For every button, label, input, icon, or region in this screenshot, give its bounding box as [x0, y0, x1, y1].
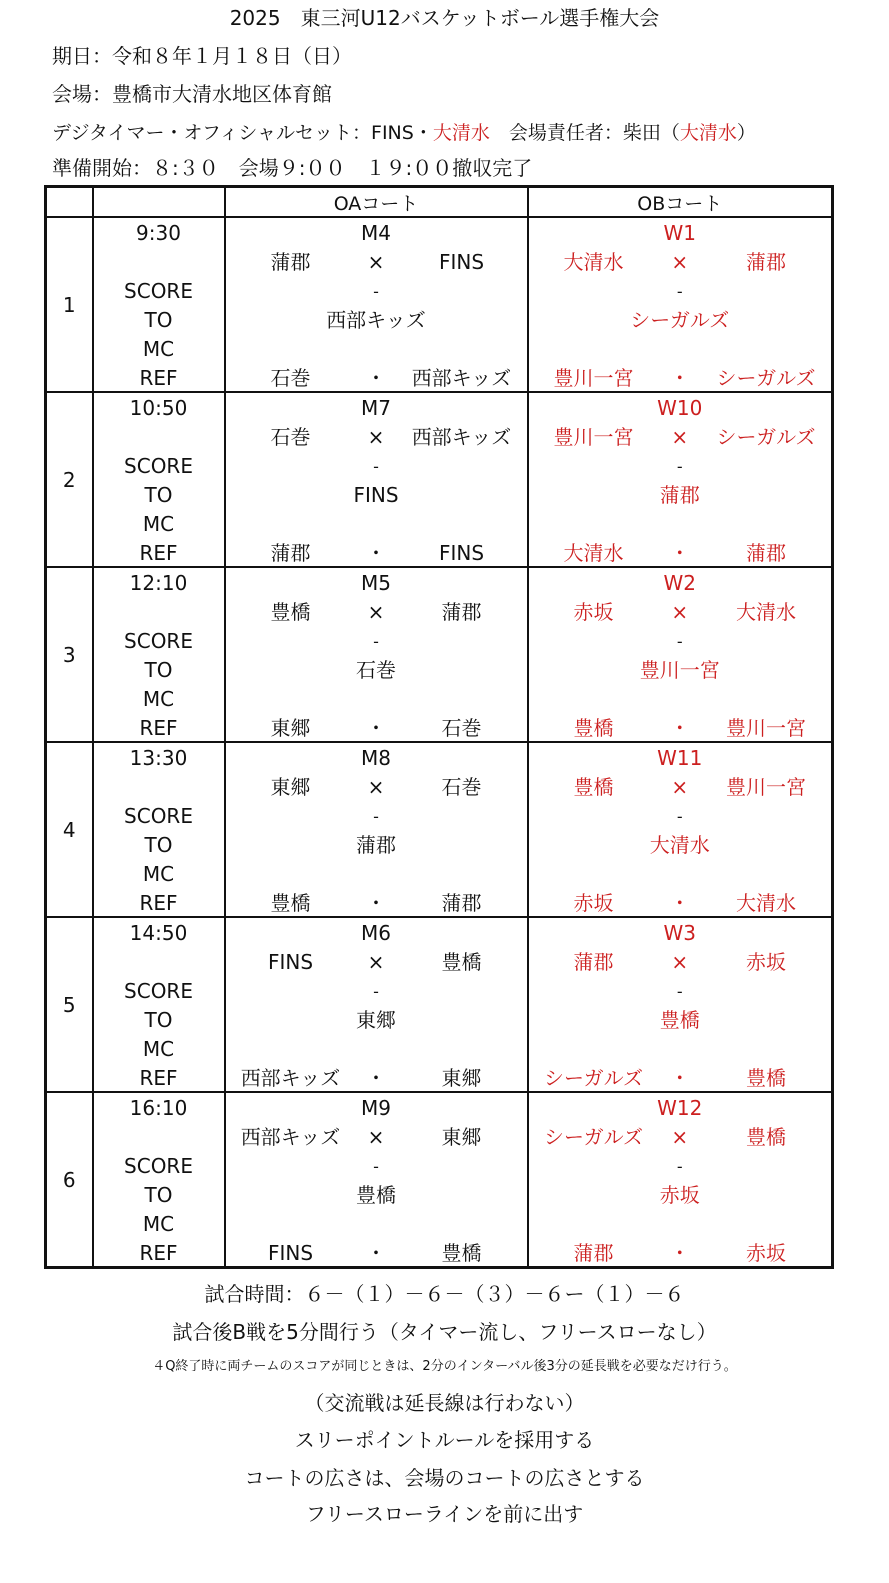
court-a-cell [225, 567, 528, 742]
vs-mark: × [367, 250, 385, 274]
referee-team-1: 大清水 [563, 541, 624, 565]
referee-team-1: シーガルズ [544, 1066, 643, 1090]
role-mc: MC [142, 512, 175, 536]
schedule-body [46, 217, 833, 1268]
court-a-cell [225, 917, 528, 1092]
matchup [529, 248, 832, 277]
away-team: FINS [438, 250, 485, 274]
away-team: 西部キッズ [411, 425, 512, 449]
away-team: 豊川一宮 [726, 775, 806, 799]
role-score: SCORE [124, 279, 193, 303]
slot-roles [94, 393, 224, 566]
table-row [46, 567, 833, 742]
match-id: W11 [657, 746, 703, 770]
vs-mark: × [367, 950, 385, 974]
matchup [226, 948, 527, 977]
match-id: W3 [663, 921, 696, 945]
match-id: M8 [361, 746, 391, 770]
referees [529, 539, 832, 568]
slot-number: 3 [46, 567, 93, 742]
overtime-note: ４Q終了時に両チームのスコアが同じときは、2分のインターバル後3分の延長戦を必要なだけ行う。 [152, 1359, 737, 1374]
dash-separator: - [373, 632, 379, 651]
court-b-cell [528, 567, 833, 742]
slot-roles-cell [93, 217, 225, 392]
role-ref: REF [139, 541, 178, 565]
table-row [46, 392, 833, 567]
table-officials-team: 大清水 [649, 833, 710, 857]
court-b-game [529, 743, 832, 916]
schedule-table [44, 185, 834, 1269]
referee-team-1: 西部キッズ [240, 1066, 341, 1090]
dash-separator: - [373, 807, 379, 826]
role-ref: REF [139, 1066, 178, 1090]
dot-separator: ・ [366, 1241, 386, 1265]
table-officials-team: 東郷 [356, 1008, 396, 1032]
away-team: 大清水 [736, 600, 796, 624]
matchup [529, 423, 832, 452]
court-b-game [529, 568, 832, 741]
referee-team-2: 豊橋 [441, 1241, 482, 1265]
b-game-note: 試合後B戦を5分間行う（タイマー流し、フリースローなし） [172, 1320, 717, 1344]
referees [529, 1239, 832, 1268]
dash-separator: - [373, 1157, 379, 1176]
referee-team-1: 石巻 [270, 366, 311, 390]
dot-separator: ・ [669, 366, 690, 390]
table-header-row [46, 187, 833, 218]
referee-team-1: FINS [267, 1241, 314, 1265]
slot-roles-cell [93, 742, 225, 917]
table-row [46, 1092, 833, 1268]
home-team: 豊橋 [573, 775, 614, 799]
table-officials-team: シーガルズ [630, 308, 730, 332]
away-team: 蒲郡 [746, 250, 786, 274]
role-score: SCORE [124, 629, 193, 653]
three-point-rule-note: スリーポイントルールを採用する [294, 1428, 595, 1452]
table-officials-team: 豊川一宮 [639, 658, 720, 682]
role-mc: MC [142, 687, 175, 711]
court-a-game [226, 568, 527, 741]
home-team: 赤坂 [573, 600, 614, 624]
slot-number: 6 [46, 1092, 93, 1268]
vs-mark: × [367, 775, 385, 799]
match-id: W12 [657, 1096, 703, 1120]
referee-team-2: シーガルズ [716, 366, 816, 390]
court-a-game [226, 218, 527, 391]
referee-team-2: 東郷 [441, 1066, 482, 1090]
dot-separator: ・ [669, 891, 690, 915]
role-ref: REF [139, 716, 178, 740]
vs-mark: × [367, 600, 385, 624]
referees [529, 714, 832, 743]
officials-suffix: ） [736, 122, 756, 144]
court-a-cell [225, 217, 528, 392]
table-officials-team: 赤坂 [659, 1183, 700, 1207]
referee-team-2: FINS [438, 541, 485, 565]
vs-mark: × [671, 425, 689, 449]
slot-time: 13:30 [129, 746, 188, 770]
court-b-cell [528, 917, 833, 1092]
role-to: TO [144, 833, 173, 857]
referee-team-1: 豊橋 [573, 716, 614, 740]
dot-separator: ・ [669, 1066, 690, 1090]
referee-team-2: 豊橋 [746, 1066, 786, 1090]
referee-team-2: 豊川一宮 [726, 716, 806, 740]
table-officials-team: 石巻 [356, 658, 396, 682]
dot-separator: ・ [366, 891, 386, 915]
table-officials-team: 蒲郡 [659, 483, 700, 507]
court-a-game [226, 1093, 527, 1266]
away-team: 赤坂 [746, 950, 786, 974]
officials-team-2: 大清水 [679, 122, 737, 144]
role-ref: REF [139, 366, 178, 390]
officials-manager-label: 会場責任者：柴田（ [489, 122, 680, 144]
slot-roles [94, 218, 224, 391]
dash-separator: - [373, 282, 379, 301]
referee-team-2: 赤坂 [746, 1241, 786, 1265]
dash-separator: - [373, 982, 379, 1001]
court-b-game [529, 918, 832, 1091]
referee-team-1: 赤坂 [573, 891, 614, 915]
event-venue: 会場：豊橋市大清水地区体育館 [52, 82, 332, 106]
match-id: M4 [361, 221, 391, 245]
vs-mark: × [671, 250, 689, 274]
referees [226, 1239, 527, 1268]
slot-time: 12:10 [129, 571, 188, 595]
court-b-cell [528, 742, 833, 917]
referees [529, 364, 832, 393]
match-id: W1 [663, 221, 696, 245]
referees [226, 1064, 527, 1093]
referees [226, 889, 527, 918]
matchup [226, 248, 527, 277]
match-id: W2 [663, 571, 696, 595]
home-team: 東郷 [270, 775, 311, 799]
home-team: 石巻 [270, 425, 311, 449]
court-b-game [529, 393, 832, 566]
dot-separator: ・ [366, 541, 386, 565]
slot-roles-cell [93, 392, 225, 567]
referee-team-1: 蒲郡 [573, 1241, 614, 1265]
slot-roles [94, 1093, 224, 1266]
event-date: 期日：令和８年１月１８日（日） [52, 44, 352, 68]
home-team: 豊橋 [270, 600, 311, 624]
court-b-cell [528, 1092, 833, 1268]
court-b-cell [528, 217, 833, 392]
court-b-cell [528, 392, 833, 567]
referee-team-1: 豊橋 [270, 891, 311, 915]
slot-number: 5 [46, 917, 93, 1092]
match-id: W10 [657, 396, 703, 420]
role-mc: MC [142, 1037, 175, 1061]
referees [529, 889, 832, 918]
slot-roles-cell [93, 1092, 225, 1268]
dot-separator: ・ [366, 1066, 386, 1090]
slot-number: 4 [46, 742, 93, 917]
away-team: 豊橋 [441, 950, 482, 974]
away-team: 蒲郡 [441, 600, 482, 624]
matchup [529, 773, 832, 802]
slot-time: 14:50 [129, 921, 188, 945]
matchup [226, 1123, 527, 1152]
officials-team-1: 大清水 [432, 122, 490, 144]
header-cell-num [46, 187, 93, 218]
dash-separator: - [676, 807, 683, 826]
home-team: 豊川一宮 [553, 425, 634, 449]
home-team: 西部キッズ [240, 1125, 341, 1149]
dot-separator: ・ [669, 541, 690, 565]
referee-team-2: 西部キッズ [411, 366, 512, 390]
vs-mark: × [367, 1125, 385, 1149]
officials-prefix: デジタイマー・オフィシャルセット：FINS・ [52, 122, 433, 144]
schedule-times: 準備開始：８:３０ 会場９:００ １９:００撤収完了 [52, 156, 533, 180]
court-b-game [529, 218, 832, 391]
referee-team-2: 蒲郡 [746, 541, 786, 565]
matchup [226, 423, 527, 452]
slot-number: 1 [46, 217, 93, 392]
role-to: TO [144, 1008, 173, 1032]
home-team: 蒲郡 [573, 950, 614, 974]
court-size-note: コートの広さは、会場のコートの広さとする [244, 1466, 645, 1490]
home-team: 蒲郡 [270, 250, 311, 274]
header-cell-time [93, 187, 225, 218]
header-court-b: OBコート [528, 187, 833, 218]
dot-separator: ・ [669, 716, 690, 740]
dot-separator: ・ [366, 716, 386, 740]
match-id: M7 [361, 396, 391, 420]
game-time-note: 試合時間：６－（１）－６－（３）－６ー（１）－６ [204, 1282, 685, 1306]
slot-roles-cell [93, 917, 225, 1092]
role-to: TO [144, 308, 173, 332]
table-row [46, 217, 833, 392]
court-a-game [226, 743, 527, 916]
vs-mark: × [671, 950, 689, 974]
table-officials-team: 豊橋 [356, 1183, 396, 1207]
slot-roles-cell [93, 567, 225, 742]
referee-team-2: 大清水 [736, 891, 796, 915]
referees [226, 364, 527, 393]
court-a-cell [225, 1092, 528, 1268]
away-team: シーガルズ [716, 425, 816, 449]
match-id: M6 [361, 921, 391, 945]
dash-separator: - [676, 982, 683, 1001]
dash-separator: - [373, 457, 379, 476]
vs-mark: × [367, 425, 385, 449]
home-team: FINS [267, 950, 314, 974]
dash-separator: - [676, 457, 683, 476]
table-officials-team: 西部キッズ [326, 308, 426, 332]
vs-mark: × [671, 775, 689, 799]
table-officials-team: 豊橋 [659, 1008, 700, 1032]
dash-separator: - [676, 1157, 683, 1176]
court-a-game [226, 918, 527, 1091]
vs-mark: × [671, 1125, 689, 1149]
free-throw-line-note: フリースローラインを前に出す [305, 1502, 584, 1526]
referee-team-2: 蒲郡 [441, 891, 482, 915]
vs-mark: × [671, 600, 689, 624]
role-mc: MC [142, 862, 175, 886]
court-a-game [226, 393, 527, 566]
slot-roles [94, 743, 224, 916]
slot-time: 16:10 [129, 1096, 188, 1120]
role-ref: REF [139, 891, 178, 915]
referee-team-1: 蒲郡 [270, 541, 311, 565]
slot-roles [94, 918, 224, 1091]
role-score: SCORE [124, 1154, 193, 1178]
court-a-cell [225, 392, 528, 567]
matchup [226, 598, 527, 627]
role-ref: REF [139, 1241, 178, 1265]
role-to: TO [144, 1183, 173, 1207]
away-team: 東郷 [441, 1125, 482, 1149]
table-row [46, 742, 833, 917]
slot-time: 9:30 [136, 221, 181, 245]
role-mc: MC [142, 1212, 175, 1236]
referee-team-2: 石巻 [441, 716, 482, 740]
court-a-cell [225, 742, 528, 917]
home-team: 大清水 [563, 250, 624, 274]
dot-separator: ・ [366, 366, 386, 390]
matchup [529, 598, 832, 627]
referees [529, 1064, 832, 1093]
referee-team-1: 豊川一宮 [553, 366, 634, 390]
table-officials-team: FINS [353, 483, 399, 507]
role-score: SCORE [124, 979, 193, 1003]
role-score: SCORE [124, 804, 193, 828]
matchup [529, 948, 832, 977]
court-b-game [529, 1093, 832, 1266]
exchange-game-note: （交流戦は延長線は行わない） [304, 1391, 585, 1415]
role-score: SCORE [124, 454, 193, 478]
match-id: M5 [361, 571, 391, 595]
matchup [226, 773, 527, 802]
referee-team-1: 東郷 [270, 716, 311, 740]
header-court-a: OAコート [225, 187, 528, 218]
officials-line [52, 121, 756, 145]
away-team: 石巻 [441, 775, 482, 799]
slot-number: 2 [46, 392, 93, 567]
match-id: M9 [361, 1096, 391, 1120]
matchup [529, 1123, 832, 1152]
home-team: シーガルズ [544, 1125, 643, 1149]
referees [226, 714, 527, 743]
slot-roles [94, 568, 224, 741]
role-to: TO [144, 658, 173, 682]
table-officials-team: 蒲郡 [356, 833, 396, 857]
dash-separator: - [676, 632, 683, 651]
role-mc: MC [142, 337, 175, 361]
away-team: 豊橋 [746, 1125, 786, 1149]
role-to: TO [144, 483, 173, 507]
table-row [46, 917, 833, 1092]
page-title: 2025 東三河U12バスケットボール選手権大会 [229, 6, 660, 30]
dash-separator: - [676, 282, 683, 301]
referees [226, 539, 527, 568]
slot-time: 10:50 [129, 396, 188, 420]
dot-separator: ・ [669, 1241, 690, 1265]
